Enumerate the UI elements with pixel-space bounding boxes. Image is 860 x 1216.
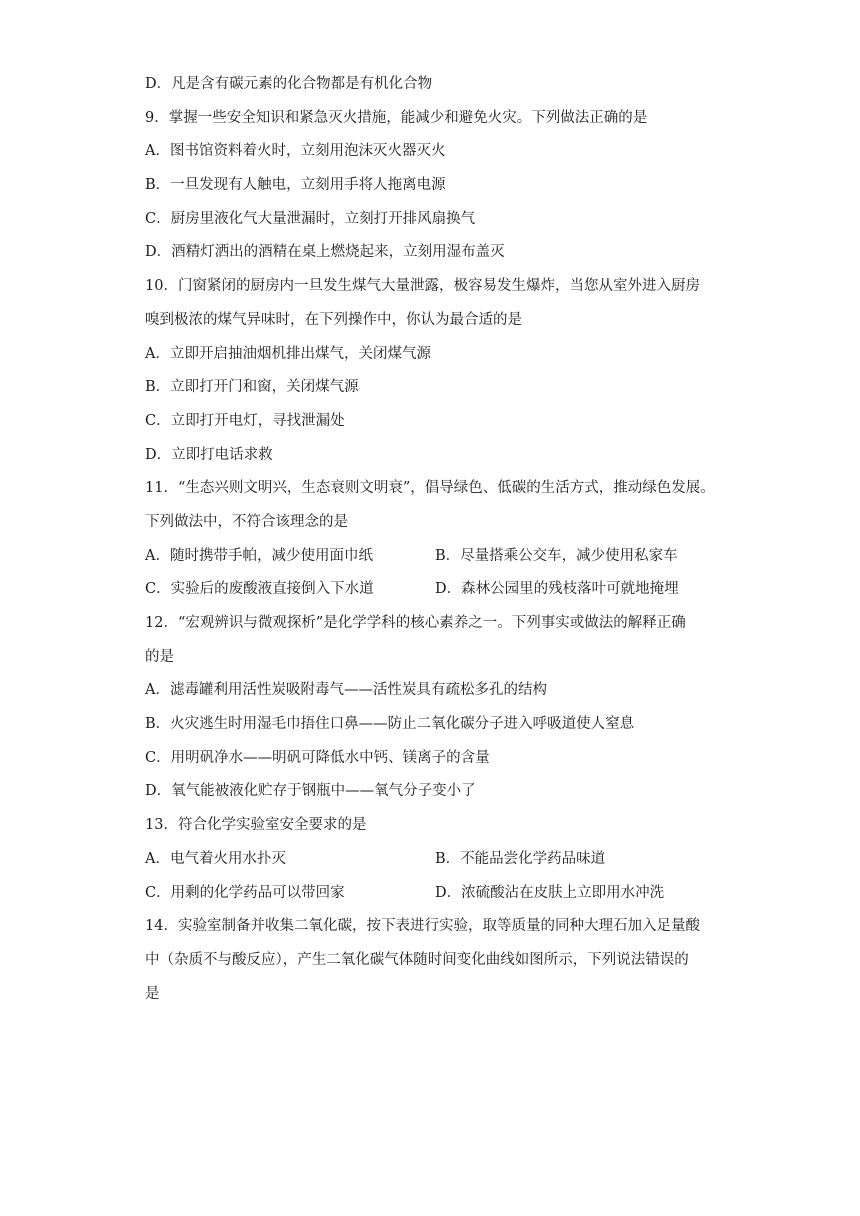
q14-stem-line-1: 14．实验室制备并收集二氧化碳，按下表进行实验，取等质量的同种大理石加入足量酸 — [145, 918, 700, 935]
q10-stem-line-2: 嗅到极浓的煤气异味时，在下列操作中，你认为最合适的是 — [145, 311, 522, 328]
q10-option-b: B．立即打开门和窗，关闭煤气源 — [145, 379, 359, 396]
q10-option-a: A．立即开启抽油烟机排出煤气，关闭煤气源 — [145, 345, 431, 362]
q12-stem-line-2: 的是 — [145, 648, 174, 665]
q9-stem: 9．掌握一些安全知识和紧急灭火措施，能减少和避免火灾。下列做法正确的是 — [145, 109, 648, 126]
q12-stem-line-1: 12．“宏观辨识与微观探析”是化学学科的核心素养之一。下列事实或做法的解释正确 — [145, 615, 686, 631]
q13-option-b: B．不能品尝化学药品味道 — [435, 850, 606, 867]
q12-option-a: A．滤毒罐利用活性炭吸附毒气——活性炭具有疏松多孔的结构 — [145, 682, 547, 699]
q9-option-a: A．图书馆资料着火时，立刻用泡沫灭火器灭火 — [145, 143, 446, 160]
q13-option-a: A．电气着火用水扑灭 — [145, 850, 286, 867]
q10-option-c: C．立即打开电灯，寻找泄漏处 — [145, 412, 345, 429]
q11-option-c: C．实验后的废酸液直接倒入下水道 — [145, 581, 374, 598]
q14-stem-line-3: 是 — [145, 985, 160, 1002]
q11-options-row-1 — [145, 540, 725, 574]
q14-stem-line-2: 中（杂质不与酸反应），产生二氧化碳气体随时间变化曲线如图所示，下列说法错误的 — [145, 951, 689, 968]
q9-option-b: B．一旦发现有人触电，立刻用手将人拖离电源 — [145, 177, 446, 194]
q11-option-a: A．随时携带手帕，减少使用面巾纸 — [145, 547, 373, 564]
q13-options-row-2 — [145, 877, 725, 911]
q11-stem-line-1: 11．“生态兴则文明兴，生态衰则文明衰”，倡导绿色、低碳的生活方式，推动绿色发展。 — [145, 480, 715, 497]
q11-options-row-2 — [145, 573, 725, 607]
q12-option-c: C．用明矾净水——明矾可降低水中钙、镁离子的含量 — [145, 749, 490, 766]
q12-option-d: D．氧气能被液化贮存于钢瓶中——氧气分子变小了 — [145, 783, 476, 800]
q13-option-d: D．浓硫酸沾在皮肤上立即用水冲洗 — [435, 884, 665, 901]
document-page — [145, 68, 725, 1011]
q9-option-c: C．厨房里液化气大量泄漏时，立刻打开排风扇换气 — [145, 210, 476, 227]
q12-option-b: B．火灾逃生时用湿毛巾捂住口鼻——防止二氧化碳分子进入呼吸道使人窒息 — [145, 716, 635, 733]
q10-stem-line-1: 10．门窗紧闭的厨房内一旦发生煤气大量泄露，极容易发生爆炸，当您从室外进入厨房 — [145, 278, 700, 295]
q13-options-row-1 — [145, 843, 725, 877]
q8-option-d: D．凡是含有碳元素的化合物都是有机化合物 — [145, 76, 433, 92]
q13-option-c: C．用剩的化学药品可以带回家 — [145, 884, 345, 901]
q13-stem: 13．符合化学实验室安全要求的是 — [145, 817, 367, 834]
q11-option-d: D．森林公园里的残枝落叶可就地掩埋 — [435, 581, 679, 598]
q10-option-d: D．立即打电话求救 — [145, 446, 273, 463]
q11-option-b: B．尽量搭乘公交车，减少使用私家车 — [435, 547, 678, 564]
q9-option-d: D．酒精灯洒出的酒精在桌上燃烧起来，立刻用湿布盖灭 — [145, 244, 505, 261]
q11-stem-line-2: 下列做法中，不符合该理念的是 — [145, 513, 348, 530]
